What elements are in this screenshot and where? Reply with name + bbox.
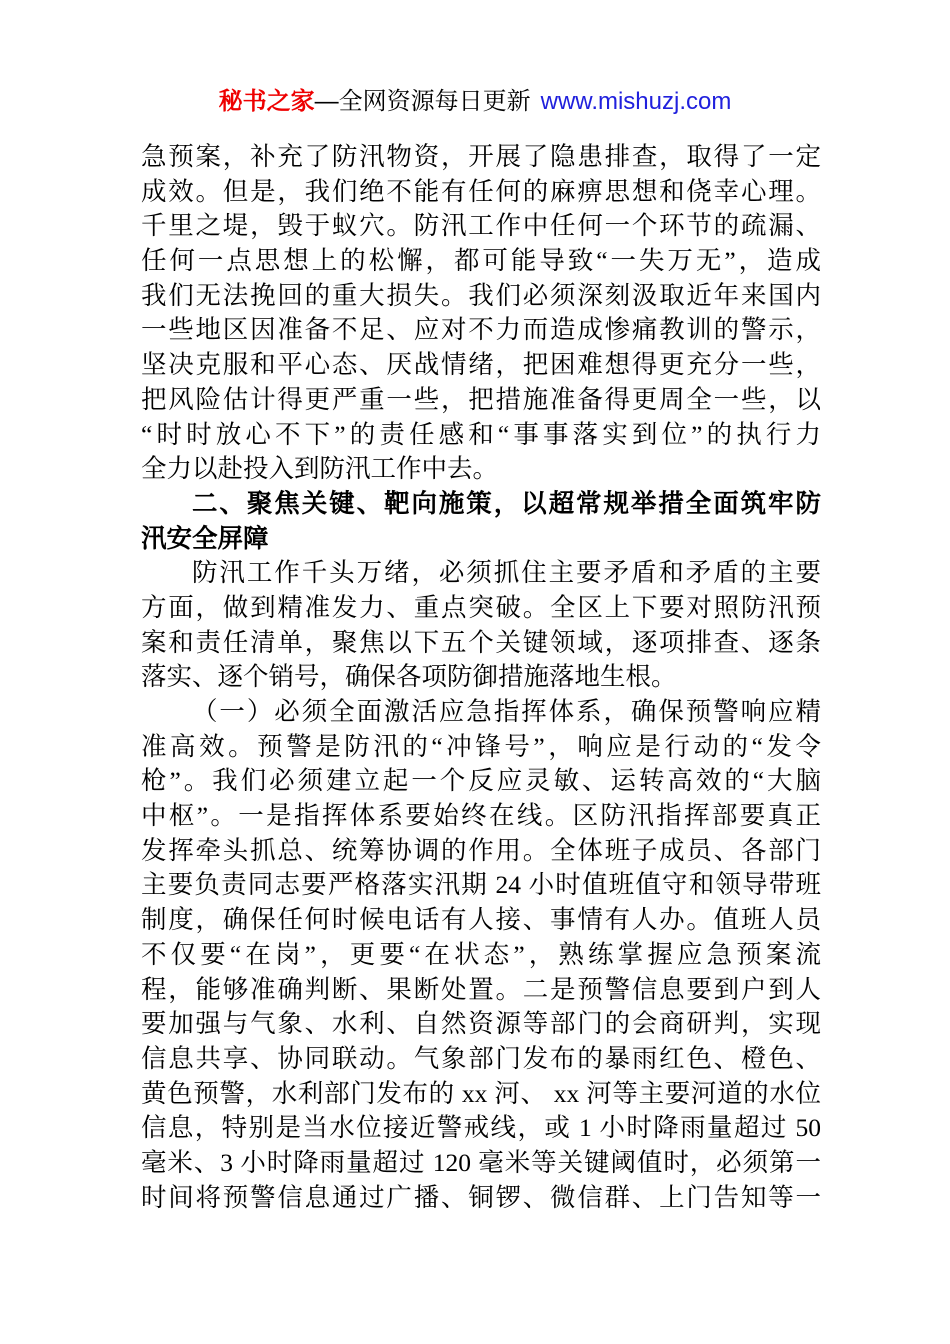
site-header: [0, 84, 950, 120]
brand-name: 秘书之家: [218, 88, 315, 115]
text-line: 程，能够准确判断、果断处置。二是预警信息要到户到人: [141, 974, 821, 1004]
text-line: 全力以赴投入到防汛工作中去。: [141, 454, 499, 484]
text-line: 成效。但是，我们绝不能有任何的麻痹思想和侥幸心理。: [141, 176, 821, 206]
text-line: 信息共享、协同联动。气象部门发布的暴雨红色、橙色、: [141, 1043, 821, 1073]
text-line: 把风险估计得更严重一些，把措施准备得更周全一些，以: [141, 384, 821, 414]
text-line: 案和责任清单，聚焦以下五个关键领域，逐项排查、逐条: [141, 627, 821, 657]
text-line: 汛安全屏障: [141, 523, 269, 553]
text-line: 方面，做到精准发力、重点突破。全区上下要对照防汛预: [141, 592, 821, 622]
section-heading: [141, 487, 821, 556]
text-line: 制度，确保任何时候电话有人接、事情有人办。值班人员: [141, 905, 821, 935]
text-line: 枪”。我们必须建立起一个反应灵敏、运转高效的“大脑: [141, 766, 821, 796]
text-line: 防汛工作千头万绪，必须抓住主要矛盾和矛盾的主要: [192, 558, 821, 588]
site-url-link[interactable]: www.mishuzj.com: [540, 88, 732, 115]
text-line: 我们无法挽回的重大损失。我们必须深刻汲取近年来国内: [141, 280, 821, 310]
text-line: 落实、逐个销号，确保各项防御措施落地生根。: [141, 662, 677, 692]
text-line: （一）必须全面激活应急指挥体系，确保预警响应精: [192, 697, 821, 726]
text-line: 要加强与气象、水利、自然资源等部门的会商研判，实现: [141, 1009, 821, 1039]
text-line: 千里之堤，毁于蚁穴。防汛工作中任何一个环节的疏漏、: [141, 211, 821, 241]
text-line: 发挥牵头抓总、统筹协调的作用。全体班子成员、各部门: [141, 835, 821, 865]
text-line: 时间将预警信息通过广播、铜锣、微信群、上门告知等一: [141, 1182, 821, 1212]
header-tagline: —全网资源每日更新: [314, 88, 531, 115]
paragraph-continuation: [141, 140, 821, 487]
text-line: 黄色预警，水利部门发布的 xx 河、 xx 河等主要河道的水位: [141, 1078, 821, 1108]
text-line: 信息，特别是当水位接近警戒线，或 1 小时降雨量超过 50: [141, 1113, 821, 1143]
text-line: 一些地区因准备不足、应对不力而造成惨痛教训的警示，: [141, 315, 821, 345]
text-line: 坚决克服和平心态、厌战情绪，把困难想得更充分一些，: [141, 350, 821, 380]
text-line: 二、聚焦关键、靶向施策，以超常规举措全面筑牢防: [192, 488, 821, 518]
paragraph: [141, 695, 821, 1215]
text-line: 准高效。预警是防汛的“冲锋号”，响应是行动的“发令: [141, 731, 821, 761]
text-line: 毫米、3 小时降雨量超过 120 毫米等关键阈值时，必须第一: [141, 1147, 821, 1177]
document-body: [141, 140, 821, 1215]
text-line: 中枢”。一是指挥体系要始终在线。区防汛指挥部要真正: [141, 801, 821, 831]
paragraph: [141, 556, 821, 695]
text-line: 不仅要“在岗”，更要“在状态”，熟练掌握应急预案流: [141, 939, 821, 969]
text-line: 急预案，补充了防汛物资，开展了隐患排查，取得了一定: [141, 142, 821, 171]
text-line: “时时放心不下”的责任感和“事事落实到位”的执行力: [141, 419, 821, 449]
text-line: 主要负责同志要严格落实汛期 24 小时值班值守和领导带班: [141, 870, 821, 900]
text-line: 任何一点思想上的松懈，都可能导致“一失万无”，造成: [141, 246, 821, 276]
